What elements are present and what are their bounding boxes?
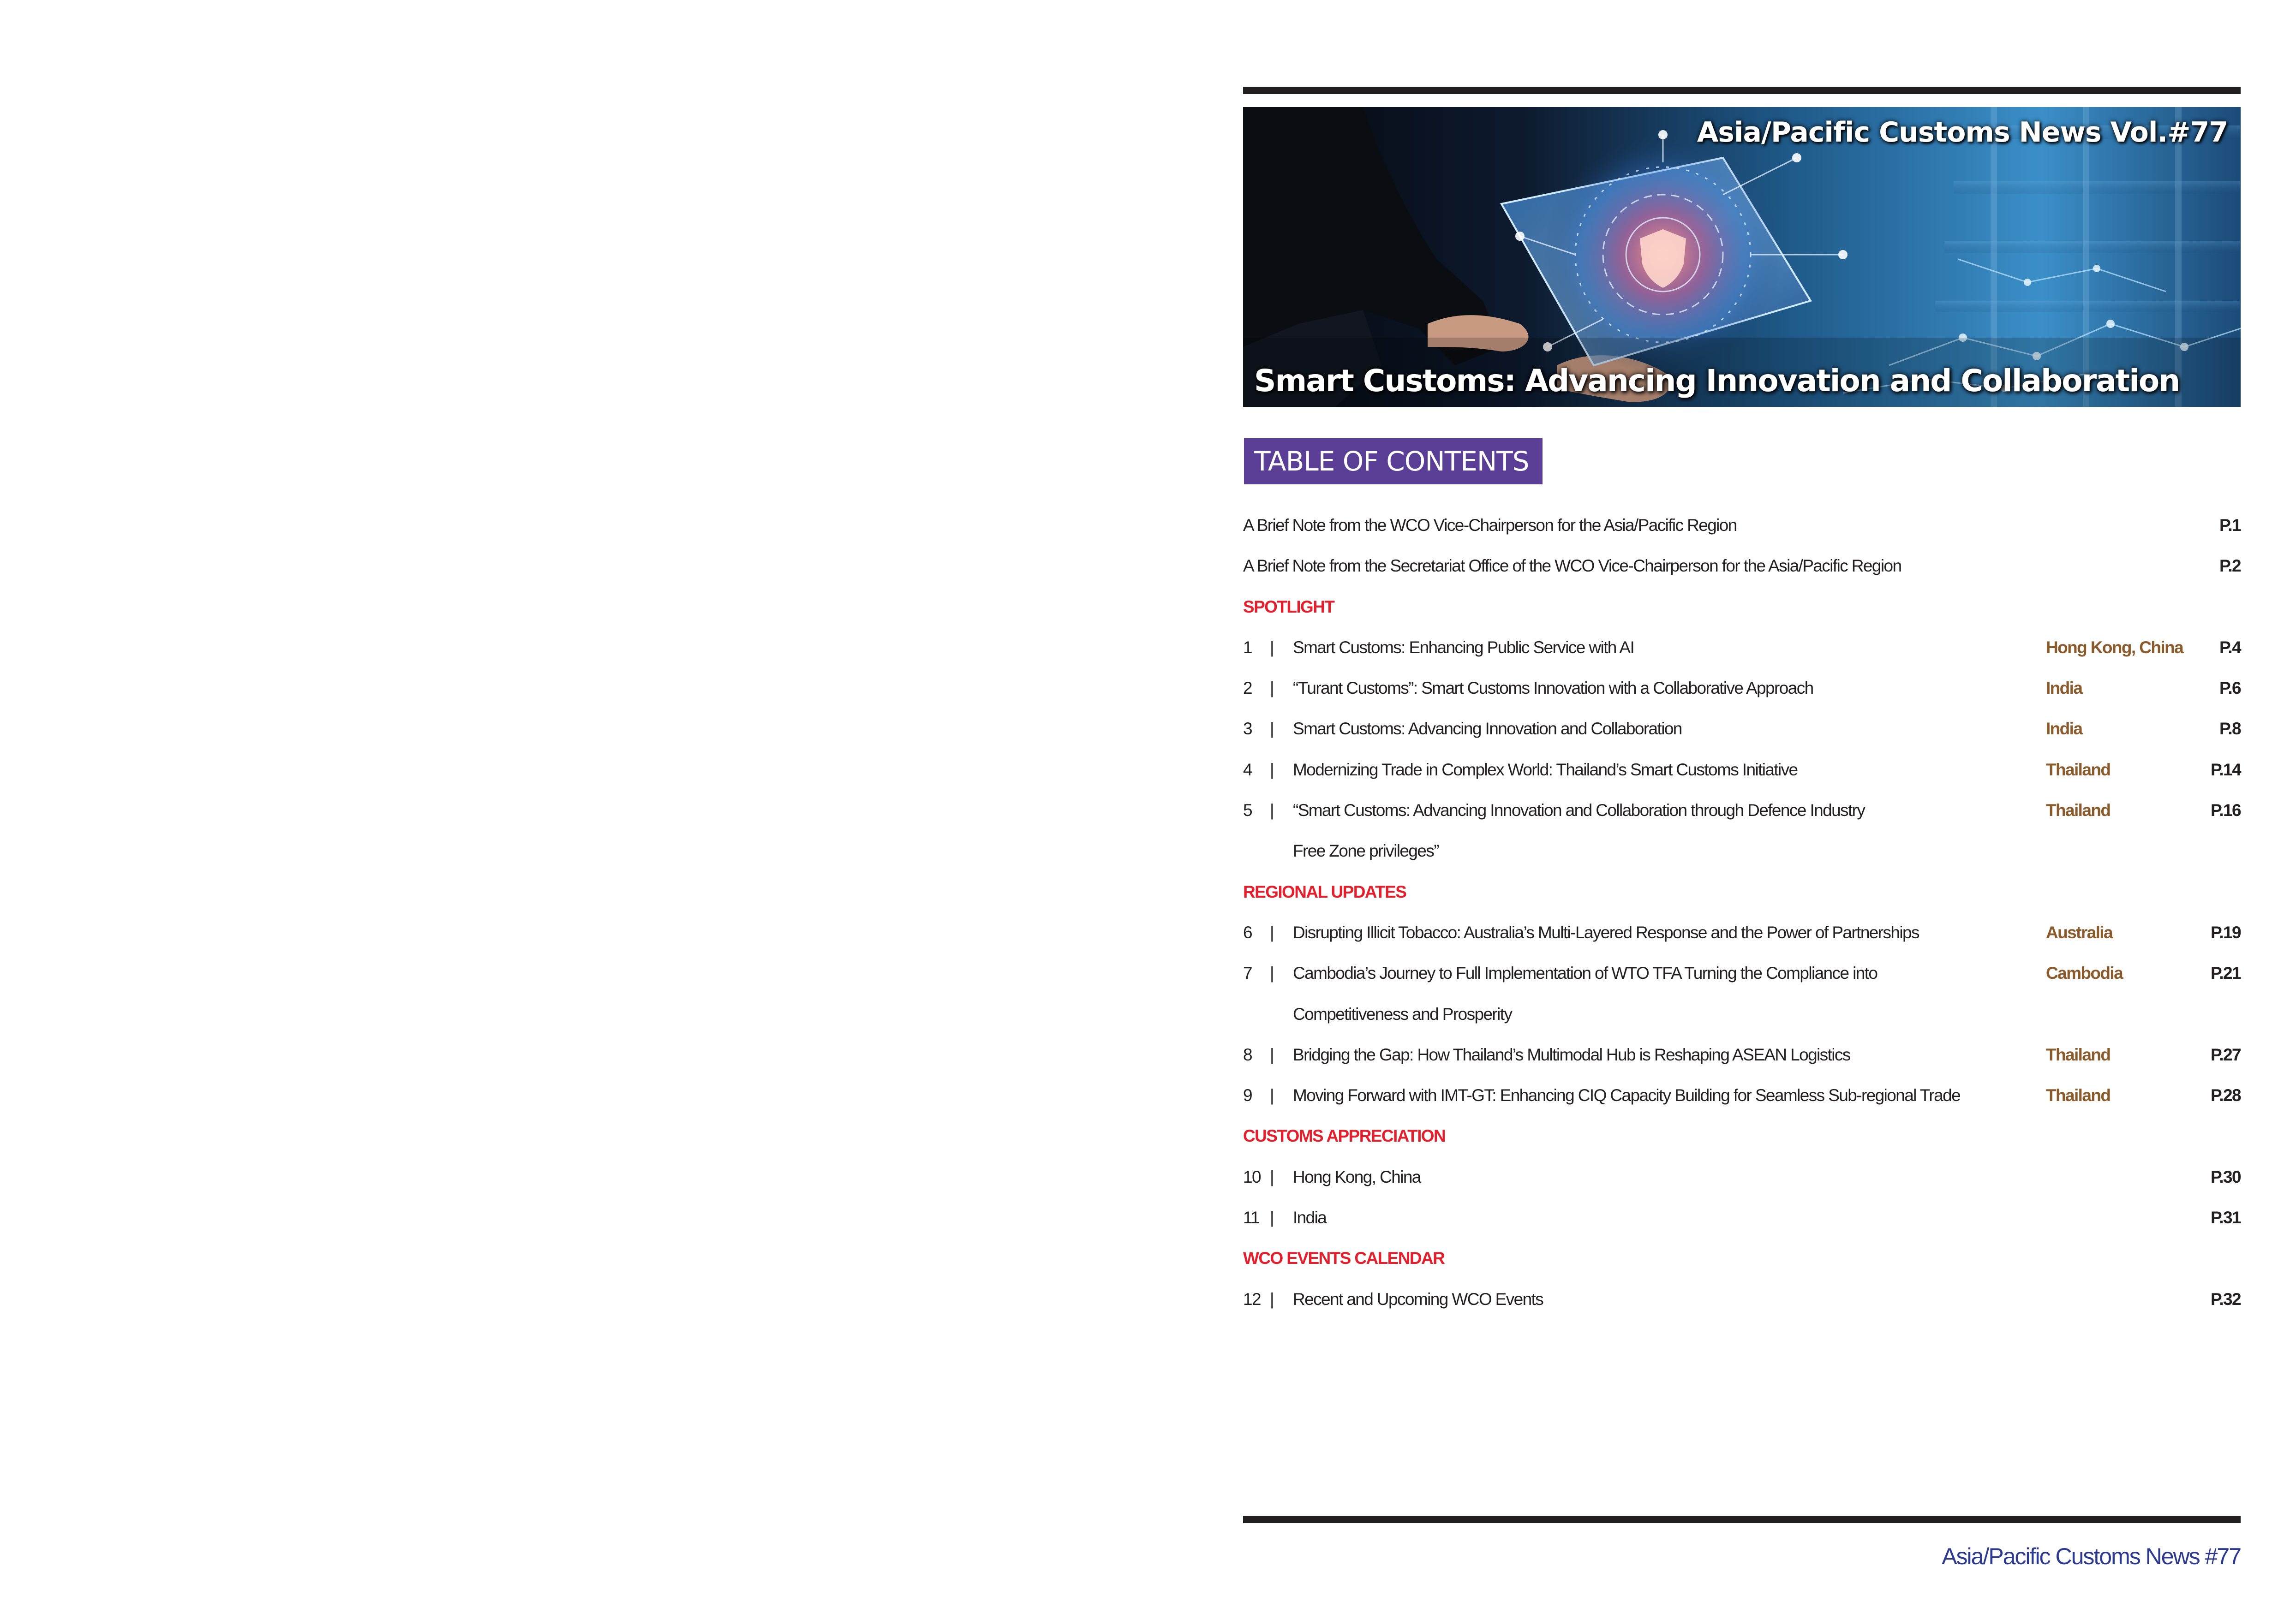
entry-title-continued: Competitiveness and Prosperity (1293, 1004, 1512, 1024)
entry-title: A Brief Note from the Secretariat Office of the WCO Vice-Chairperson for the Asia/Pacific Region (1243, 556, 1901, 576)
entry-number-value: 10 (1243, 1167, 1261, 1186)
toc-section-heading (1243, 1116, 2241, 1156)
entry-number (1243, 790, 1274, 831)
entry-number-value: 4 (1243, 760, 1252, 779)
entry-page: P.6 (2219, 679, 2241, 698)
entry-number (1243, 1035, 1274, 1075)
entry-title: Modernizing Trade in Complex World: Thailand’s Smart Customs Initiative (1293, 760, 1798, 779)
entry-number (1243, 1157, 1274, 1197)
entry-page: P.16 (2211, 801, 2241, 820)
toc-entry (1243, 627, 2241, 668)
entry-title: Bridging the Gap: How Thailand’s Multimodal Hub is Reshaping ASEAN Logistics (1293, 1045, 1850, 1064)
entry-number-value: 9 (1243, 1086, 1252, 1105)
entry-title: Recent and Upcoming WCO Events (1293, 1289, 1543, 1309)
section-title: SPOTLIGHT (1243, 597, 1334, 616)
entry-country: Thailand (2046, 1086, 2111, 1105)
toc-section-heading (1243, 872, 2241, 912)
entry-separator: | (1270, 760, 1274, 779)
entry-number-value: 7 (1243, 964, 1252, 983)
entry-country: Australia (2046, 923, 2112, 942)
entry-number-value: 8 (1243, 1045, 1252, 1064)
entry-page: P.4 (2219, 637, 2241, 657)
entry-separator: | (1270, 679, 1274, 698)
entry-page: P.8 (2219, 719, 2241, 739)
entry-title: Smart Customs: Enhancing Public Service with AI (1293, 637, 1634, 657)
entry-page: P.1 (2219, 516, 2241, 535)
toc-entry (1243, 709, 2241, 749)
toc-entry (1243, 1157, 2241, 1197)
top-rule (1243, 87, 2241, 94)
entry-country: Cambodia (2046, 964, 2123, 983)
entry-title: India (1293, 1208, 1327, 1227)
entry-separator: | (1270, 637, 1274, 657)
entry-separator: | (1270, 1167, 1274, 1186)
entry-separator: | (1270, 964, 1274, 983)
toc-section-heading (1243, 1238, 2241, 1279)
entry-number (1243, 1197, 1274, 1238)
entry-country: Hong Kong, China (2046, 637, 2183, 657)
entry-separator: | (1270, 1086, 1274, 1105)
entry-title: Cambodia’s Journey to Full Implementation of WTO TFA Turning the Compliance into (1293, 964, 1877, 983)
entry-page: P.19 (2211, 923, 2241, 942)
toc-entry (1243, 912, 2241, 953)
toc-entry (1243, 546, 2241, 586)
entry-number-value: 11 (1243, 1208, 1260, 1227)
entry-page: P.21 (2211, 964, 2241, 983)
toc-entry (1243, 1279, 2241, 1320)
entry-title-continued: Free Zone privileges” (1293, 841, 1439, 861)
entry-number-value: 2 (1243, 679, 1252, 698)
entry-page: P.30 (2211, 1167, 2241, 1186)
entry-number (1243, 953, 1274, 994)
toc-entry (1243, 505, 2241, 546)
footer-publication-name: Asia/Pacific Customs News #77 (1942, 1543, 2241, 1569)
entry-separator: | (1270, 719, 1274, 739)
entry-number (1243, 627, 1274, 668)
section-title: WCO EVENTS CALENDAR (1243, 1249, 1445, 1268)
entry-country: Thailand (2046, 1045, 2111, 1064)
toc-entry (1243, 750, 2241, 790)
entry-number-value: 12 (1243, 1289, 1261, 1309)
banner-illustration (1243, 107, 2241, 407)
entry-separator: | (1270, 1289, 1274, 1309)
toc-section-heading (1243, 587, 2241, 627)
entry-number-value: 5 (1243, 801, 1252, 820)
entry-number (1243, 912, 1274, 953)
entry-page: P.27 (2211, 1045, 2241, 1064)
entry-country: Thailand (2046, 760, 2111, 779)
bottom-rule (1243, 1516, 2241, 1523)
entry-separator: | (1270, 923, 1274, 942)
entry-number (1243, 1075, 1274, 1116)
toc-entry (1243, 668, 2241, 709)
entry-title: “Smart Customs: Advancing Innovation and Collaboration through Defence Industry (1293, 801, 1865, 820)
banner-issue-title: Asia/Pacific Customs News Vol.#77 (1697, 116, 2228, 149)
entry-title: “Turant Customs”: Smart Customs Innovation with a Collaborative Approach (1293, 679, 1813, 698)
banner-main-title: Smart Customs: Advancing Innovation and Collaboration (1254, 363, 2180, 399)
entry-number (1243, 709, 1274, 749)
entry-title: A Brief Note from the WCO Vice-Chairperson for the Asia/Pacific Region (1243, 516, 1737, 535)
entry-page: P.32 (2211, 1289, 2241, 1309)
entry-number (1243, 668, 1274, 709)
entry-page: P.31 (2211, 1208, 2241, 1227)
entry-title: Smart Customs: Advancing Innovation and Collaboration (1293, 719, 1682, 739)
entry-number (1243, 750, 1274, 790)
entry-title: Moving Forward with IMT-GT: Enhancing CIQ Capacity Building for Seamless Sub-regional Trade (1293, 1086, 1961, 1105)
section-title: REGIONAL UPDATES (1243, 882, 1406, 901)
entry-separator: | (1270, 801, 1274, 820)
entry-number (1243, 1279, 1274, 1320)
entry-page: P.28 (2211, 1086, 2241, 1105)
section-title: CUSTOMS APPRECIATION (1243, 1126, 1446, 1146)
entry-separator: | (1270, 1208, 1274, 1227)
entry-country: India (2046, 679, 2082, 698)
toc-entry (1243, 1075, 2241, 1116)
toc-entry-continuation (1243, 831, 2241, 871)
entry-number-value: 1 (1243, 637, 1252, 657)
toc-entry (1243, 953, 2241, 994)
entry-number-value: 3 (1243, 719, 1252, 739)
entry-page: P.2 (2219, 556, 2241, 576)
entry-country: Thailand (2046, 801, 2111, 820)
toc-entry (1243, 1035, 2241, 1075)
cover-banner (1243, 107, 2241, 407)
entry-separator: | (1270, 1045, 1274, 1064)
entry-title: Disrupting Illicit Tobacco: Australia’s Multi-Layered Response and the Power of Partnerships (1293, 923, 1919, 942)
toc-entry (1243, 1197, 2241, 1238)
entry-title: Hong Kong, China (1293, 1167, 1421, 1186)
entry-page: P.14 (2211, 760, 2241, 779)
toc-entry-continuation (1243, 994, 2241, 1035)
toc-entry (1243, 790, 2241, 831)
entry-number-value: 6 (1243, 923, 1252, 942)
table-of-contents (1243, 505, 2241, 1320)
entry-country: India (2046, 719, 2082, 739)
toc-heading: TABLE OF CONTENTS (1244, 438, 1543, 484)
